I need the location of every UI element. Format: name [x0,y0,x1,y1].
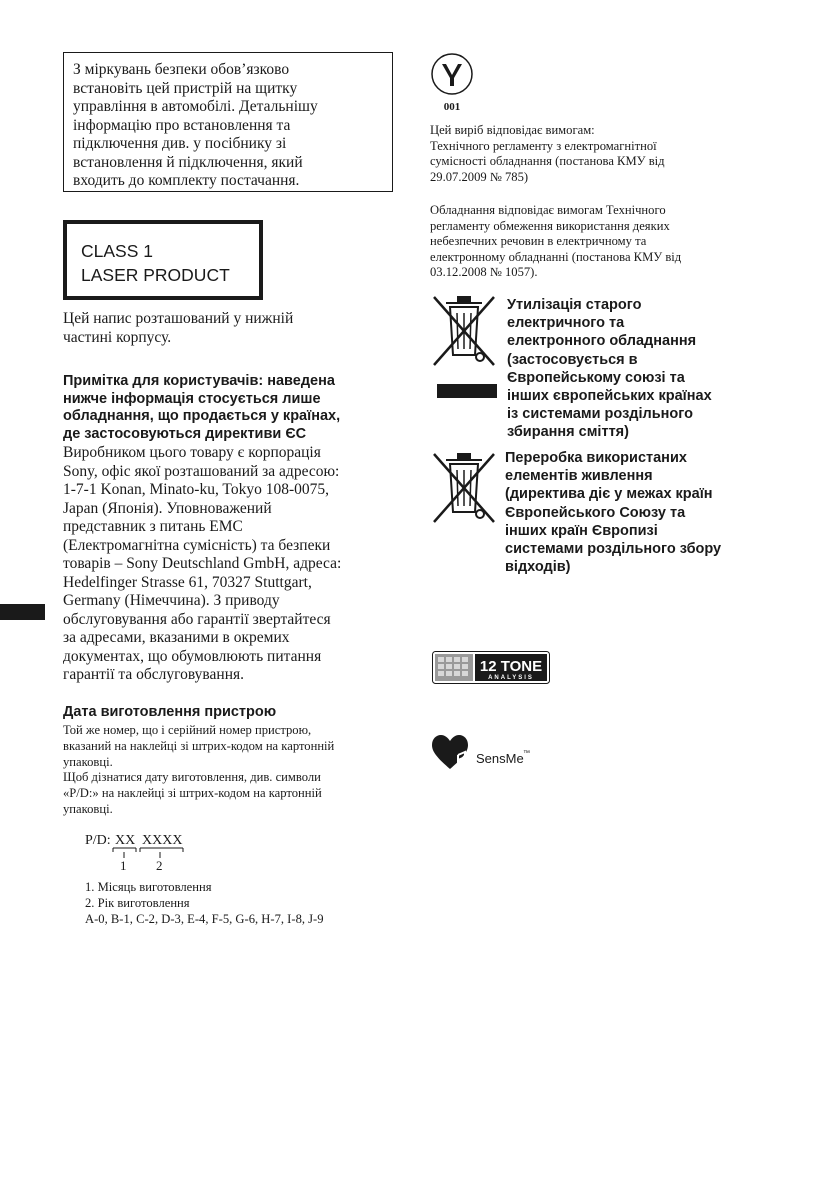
certification-line: небезпечних речовин в електричному та [430,234,647,249]
safety-notice-line: З міркувань безпеки обов’язково [73,61,290,78]
battery-heading-line: (директива діє у межах країн [505,486,713,503]
manufacture-date-line: упаковці. [63,754,113,769]
eu-notice-body-line: обслуговування або гарантії звертайтеся [63,610,331,628]
pd-marker-2: 2 [156,858,163,872]
weee-heading-line: Європейському союзі та [507,369,685,386]
month-bracket [113,848,136,858]
tone-logo-sub: ANALYSIS [488,675,534,681]
pd-legend-line: A-0, B-1, C-2, D-3, E-4, F-5, G-6, H-7, I-8, J-9 [85,911,324,926]
manufacture-date-line: вказаний на наклейці зі штрих-кодом на картонній [63,738,335,753]
sensme-trademark: ™ [523,750,530,757]
manufacture-date-body [63,723,334,818]
page-side-tab [0,604,45,620]
eu-notice-body-line: гарантії та обслуговування. [63,666,244,683]
safety-notice-line: входить до комплекту постачання. [73,172,300,189]
pd-prefix: P/D: [85,833,111,848]
eu-notice-heading [63,373,340,443]
battery-heading-line: системами роздільного збору [505,541,722,558]
eu-notice-body-line: за адресами, вказаними в окремих [63,629,290,646]
laser-label-caption [63,310,293,347]
battery-heading-line: елементів живлення [505,468,653,485]
battery-recycling-heading [505,449,721,576]
pd-code-diagram [85,830,205,872]
certification-line: Цей виріб відповідає вимогам: [430,123,595,137]
safety-notice-line: підключення див. у посібнику зі [73,135,287,152]
laser-caption-line: Цей напис розташований у нижній [63,310,294,327]
pd-legend-line: 2. Рік виготовлення [85,895,190,910]
pd-month-code: XX [115,833,136,848]
weee-heading-line: Утилізація старого [507,297,642,313]
certification-line: 03.12.2008 № 1057). [430,265,538,280]
crossed-out-bin-icon [430,293,498,368]
weee-heading-line: збирання сміття) [507,424,629,441]
safety-notice-line: управління в автомобілі. Детальнішу [73,98,318,115]
certification-line: електронному обладнанні (постанова КМУ від [430,249,682,264]
safety-notice-line: інформацію про встановлення та [73,116,291,134]
eu-notice-heading-line: обладнання, що продається у країнах, [63,408,341,424]
pd-legend-line: 1. Місяць виготовлення [85,880,212,894]
weee-black-bar [437,384,497,398]
eu-notice-body-line: представник з питань EMC [63,518,243,535]
certification-line: Обладнання відповідає вимогам Технічного [430,203,666,217]
eu-notice-heading-line: нижче інформація стосується лише [63,390,321,407]
certification-mark-number: 001 [443,101,461,113]
weee-heading-line: із системами роздільного [507,406,693,423]
safety-notice-box [63,52,393,192]
eu-notice-body-line: (Електромагнітна сумісність) та безпеки [63,536,331,554]
safety-notice-line: встановіть цей пристрій на щитку [73,79,298,97]
eu-notice-body-line: Japan (Японія). Уповноважений [63,499,272,517]
year-bracket [140,848,183,858]
laser-caption-line: частині корпусу. [63,328,172,346]
12-tone-analysis-logo [432,651,550,684]
certification-line: Технічного регламенту з електромагнітної [430,138,657,153]
eu-notice-heading-line: Примітка для користувачів: наведена [63,373,335,389]
weee-disposal-heading [507,296,712,442]
manufacture-date-line: упаковці. [63,801,113,816]
certification-text-emc [430,123,665,185]
pd-year-code: XXXX [142,833,183,848]
laser-label-line: CLASS 1 [81,241,153,261]
battery-heading-line: інших країн Європизі [505,522,658,539]
certification-text-rohs [430,203,681,281]
eu-notice-body-line: 1-7-1 Konan, Minato-ku, Tokyo 108-0075, [63,481,329,498]
eu-notice-body-line: Sony, офіс якої розташований за адресою: [63,462,340,480]
ukraine-conformity-mark-icon [430,52,474,114]
eu-notice-body-line: Виробником цього товару є корпорація [63,444,321,461]
eu-notice-body-line: Hedelfinger Strasse 61, 70327 Stuttgart, [63,573,312,591]
manufacture-date-line: Щоб дізнатися дату виготовлення, див. символи [63,770,321,785]
crossed-out-battery-bin-icon [430,450,498,525]
certification-line: регламенту обмеження використання деяких [430,218,670,233]
tone-logo-main: 12 TONE [479,658,543,675]
laser-product-label [63,220,263,300]
battery-heading-line: Європейського Союзу та [505,504,686,521]
laser-label-line: LASER PRODUCT [81,265,230,285]
sensme-logo [432,735,542,775]
eu-notice-body-line: документах, що обумовлюють питання [63,647,322,665]
eu-notice-body-line: товарів – Sony Deutschland GmbH, адреса: [63,555,342,572]
battery-heading-line: відходів) [505,559,571,576]
manufacture-date-line: Той же номер, що і серійний номер пристрою, [63,723,312,737]
weee-heading-line: інших європейських країнах [507,388,712,405]
safety-notice-line: встановлення й підключення, який [73,153,303,171]
weee-heading-line: (застосовується в [507,351,638,368]
certification-line: 29.07.2009 № 785) [430,169,529,184]
battery-heading-line: Переробка використаних [505,450,687,466]
weee-heading-line: електронного обладнання [507,333,697,350]
manufacture-date-heading: Дата виготовлення пристрою [63,704,277,720]
eu-notice-body-line: Germany (Німеччина). З приводу [63,592,280,609]
sensme-text: SensMe [476,751,524,766]
certification-line: сумісності обладнання (постанова КМУ від [430,154,665,169]
weee-heading-line: електричного та [507,315,625,332]
pd-marker-1: 1 [120,858,127,872]
eu-notice-body [63,444,341,685]
manufacture-date-line: «P/D:» на наклейці зі штрих-кодом на картонній [63,786,322,801]
pd-legend [85,880,324,927]
eu-notice-heading-line: де застосовуються директиви ЄС [63,425,307,442]
